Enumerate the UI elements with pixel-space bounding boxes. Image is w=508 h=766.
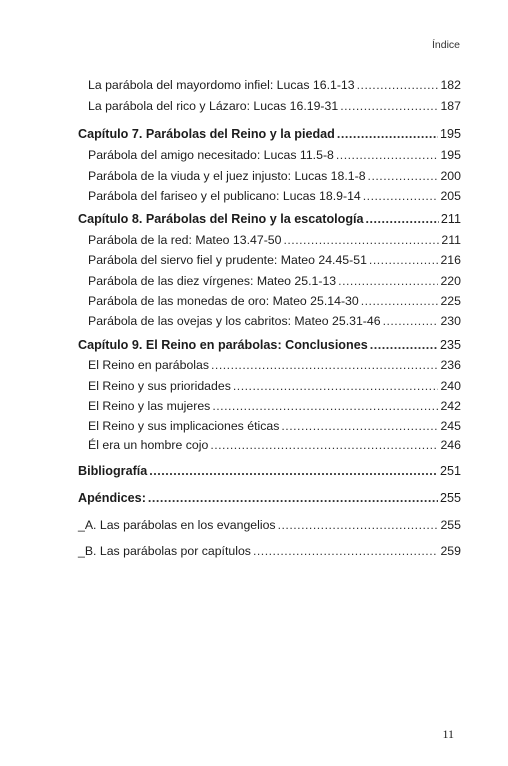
toc-entry-label: Parábola de las diez vírgenes: Mateo 25.1-13 xyxy=(88,274,337,288)
toc-entry xyxy=(88,98,461,114)
toc-entry-label: El Reino y las mujeres xyxy=(88,399,211,413)
dot-leader xyxy=(361,293,439,309)
dot-leader xyxy=(337,126,438,142)
toc-entry-label: Parábola de las monedas de oro: Mateo 25.14-30 xyxy=(88,294,359,308)
toc-entry-label: El Reino en parábolas xyxy=(88,358,209,372)
dot-leader xyxy=(149,463,438,479)
toc-entry-label: Parábola de la viuda y el juez injusto: Lucas 18.1-8 xyxy=(88,169,366,183)
toc-entry xyxy=(88,188,461,204)
toc-entry xyxy=(88,168,461,184)
toc-entry xyxy=(88,418,461,434)
dot-leader xyxy=(338,273,438,289)
toc-entry-page: 220 xyxy=(440,274,461,288)
dot-leader xyxy=(212,398,438,414)
toc-entry-page: 211 xyxy=(441,233,461,247)
toc-chapter-entry xyxy=(78,337,461,353)
dot-leader xyxy=(211,357,438,373)
toc-entry xyxy=(88,252,461,268)
toc-entry-page: 187 xyxy=(440,99,461,113)
toc-entry-page: 255 xyxy=(440,518,461,532)
dot-leader xyxy=(366,211,439,227)
toc-entry-page: 205 xyxy=(440,189,461,203)
toc-entry xyxy=(88,437,461,453)
toc-entry xyxy=(88,147,461,163)
toc-entry-page: 240 xyxy=(440,379,461,393)
toc-entry-label: _B. Las parábolas por capítulos xyxy=(78,544,251,558)
toc-entry-label: El Reino y sus prioridades xyxy=(88,379,231,393)
dot-leader xyxy=(368,168,439,184)
toc-entry xyxy=(78,517,461,533)
toc-entry xyxy=(88,77,461,93)
toc-entry xyxy=(88,357,461,373)
toc-entry-label: Parábola del fariseo y el publicano: Lucas 18.9-14 xyxy=(88,189,361,203)
toc-entry-page: 259 xyxy=(440,544,461,558)
dot-leader xyxy=(340,98,438,114)
toc-chapter-entry xyxy=(78,490,461,506)
toc-chapter-label: Apéndices: xyxy=(78,491,146,505)
toc-entry-label: El Reino y sus implicaciones éticas xyxy=(88,419,280,433)
dot-leader xyxy=(148,490,438,506)
toc-chapter-label: Capítulo 9. El Reino en parábolas: Conclusiones xyxy=(78,338,368,352)
toc-entry-label: Él era un hombre cojo xyxy=(88,438,209,452)
dot-leader xyxy=(370,337,438,353)
toc-entry xyxy=(88,232,461,248)
dot-leader xyxy=(281,418,438,434)
dot-leader xyxy=(383,313,439,329)
dot-leader xyxy=(283,232,439,248)
toc-entry-page: 182 xyxy=(440,78,461,92)
toc-entry-page: 200 xyxy=(440,169,461,183)
toc-entry-label: Parábola del siervo fiel y prudente: Mateo 24.45-51 xyxy=(88,253,367,267)
toc-entry-label: Parábola de la red: Mateo 13.47-50 xyxy=(88,233,282,247)
dot-leader xyxy=(336,147,439,163)
toc-entry-page: 195 xyxy=(440,148,461,162)
dot-leader xyxy=(357,77,439,93)
toc-entry-page: 246 xyxy=(440,438,461,452)
toc-entry-page: 235 xyxy=(439,338,461,352)
toc-entry-page: 216 xyxy=(440,253,461,267)
toc-entry-page: 251 xyxy=(439,464,461,478)
toc-entry-label: _A. Las parábolas en los evangelios xyxy=(78,518,276,532)
page-number: 11 xyxy=(442,727,454,741)
dot-leader xyxy=(210,437,438,453)
toc-entry-page: 211 xyxy=(440,212,461,226)
toc-entry-label: Parábola de las ovejas y los cabritos: Mateo 25.31-46 xyxy=(88,314,381,328)
toc-entry-page: 245 xyxy=(440,419,461,433)
toc-chapter-entry xyxy=(78,211,461,227)
toc-entry-label: La parábola del mayordomo infiel: Lucas 16.1-13 xyxy=(88,78,355,92)
toc-entry xyxy=(88,273,461,289)
toc-chapter-label: Capítulo 7. Parábolas del Reino y la piedad xyxy=(78,127,335,141)
toc-entry-page: 230 xyxy=(440,314,461,328)
toc-entry xyxy=(88,313,461,329)
dot-leader xyxy=(369,252,439,268)
toc-entry-label: La parábola del rico y Lázaro: Lucas 16.19-31 xyxy=(88,99,339,113)
toc-chapter-label: Bibliografía xyxy=(78,464,148,478)
toc-chapter-entry xyxy=(78,463,461,479)
toc-entry-page: 225 xyxy=(440,294,461,308)
toc-entry xyxy=(88,293,461,309)
dot-leader xyxy=(233,378,439,394)
toc-entry xyxy=(88,378,461,394)
toc-entry-page: 242 xyxy=(440,399,461,413)
toc-entry xyxy=(88,398,461,414)
dot-leader xyxy=(363,188,439,204)
toc-chapter-entry xyxy=(78,126,461,142)
toc-entry-page: 236 xyxy=(440,358,461,372)
toc-chapter-label: Capítulo 8. Parábolas del Reino y la escatología xyxy=(78,212,364,226)
dot-leader xyxy=(253,543,439,559)
toc-entry xyxy=(78,543,461,559)
toc-entry-page: 195 xyxy=(439,127,461,141)
running-head: Índice xyxy=(431,39,460,51)
toc-entry-page: 255 xyxy=(439,491,461,505)
dot-leader xyxy=(278,517,439,533)
toc-entry-label: Parábola del amigo necesitado: Lucas 11.5-8 xyxy=(88,148,334,162)
